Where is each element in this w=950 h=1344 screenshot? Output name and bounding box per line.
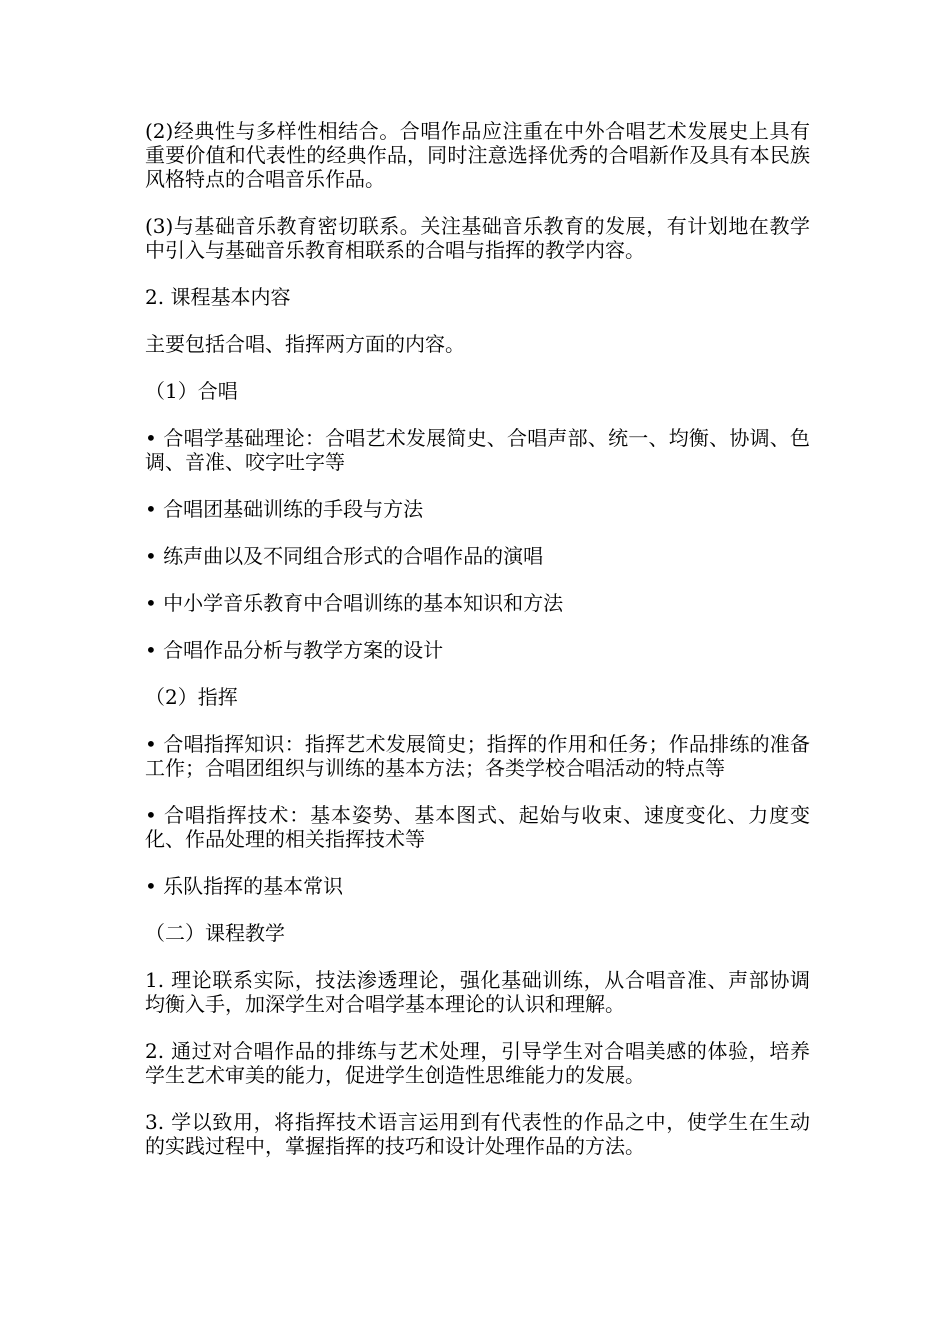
- bullet-chorus-theory: • 合唱学基础理论：合唱艺术发展简史、合唱声部、统一、均衡、协调、色调、音准、咬字吐字等: [145, 426, 810, 474]
- bullet-chorus-analysis: • 合唱作品分析与教学方案的设计: [145, 638, 444, 662]
- bullet-chorus-singing: • 练声曲以及不同组合形式的合唱作品的演唱: [145, 544, 544, 568]
- bullet-conducting-knowledge: • 合唱指挥知识：指挥艺术发展简史；指挥的作用和任务；作品排练的准备工作；合唱团组织与训练的基本方法；各类学校合唱活动的特点等: [145, 732, 810, 780]
- subheading-conducting: （2）指挥: [145, 685, 238, 709]
- bullet-chorus-school-knowledge: • 中小学音乐教育中合唱训练的基本知识和方法: [145, 591, 564, 615]
- bullet-band-conducting: • 乐队指挥的基本常识: [145, 874, 344, 898]
- bullet-chorus-training: • 合唱团基础训练的手段与方法: [145, 497, 424, 521]
- paragraph-teaching-1: 1. 理论联系实际，技法渗透理论，强化基础训练，从合唱音准、声部协调均衡入手，加深学生对合唱学基本理论的认识和理解。: [145, 968, 810, 1016]
- paragraph-content-intro: 主要包括合唱、指挥两方面的内容。: [145, 332, 465, 356]
- paragraph-teaching-2: 2. 通过对合唱作品的排练与艺术处理，引导学生对合唱美感的体验，培养学生艺术审美的能力，促进学生创造性思维能力的发展。: [145, 1039, 810, 1087]
- section-heading-course-content: 2. 课程基本内容: [145, 285, 291, 309]
- bullet-conducting-technique: • 合唱指挥技术：基本姿势、基本图式、起始与收束、速度变化、力度变化、作品处理的相关指挥技术等: [145, 803, 810, 851]
- document-body: [145, 119, 810, 1181]
- section-heading-course-teaching: （二）课程教学: [145, 921, 285, 945]
- paragraph-principle-3: (3)与基础音乐教育密切联系。关注基础音乐教育的发展，有计划地在教学中引入与基础音乐教育相联系的合唱与指挥的教学内容。: [145, 214, 810, 262]
- paragraph-teaching-3: 3. 学以致用，将指挥技术语言运用到有代表性的作品之中，使学生在生动的实践过程中，掌握指挥的技巧和设计处理作品的方法。: [145, 1110, 810, 1158]
- subheading-chorus: （1）合唱: [145, 379, 238, 403]
- paragraph-principle-2: (2)经典性与多样性相结合。合唱作品应注重在中外合唱艺术发展史上具有重要价值和代表性的经典作品，同时注意选择优秀的合唱新作及具有本民族风格特点的合唱音乐作品。: [145, 119, 810, 191]
